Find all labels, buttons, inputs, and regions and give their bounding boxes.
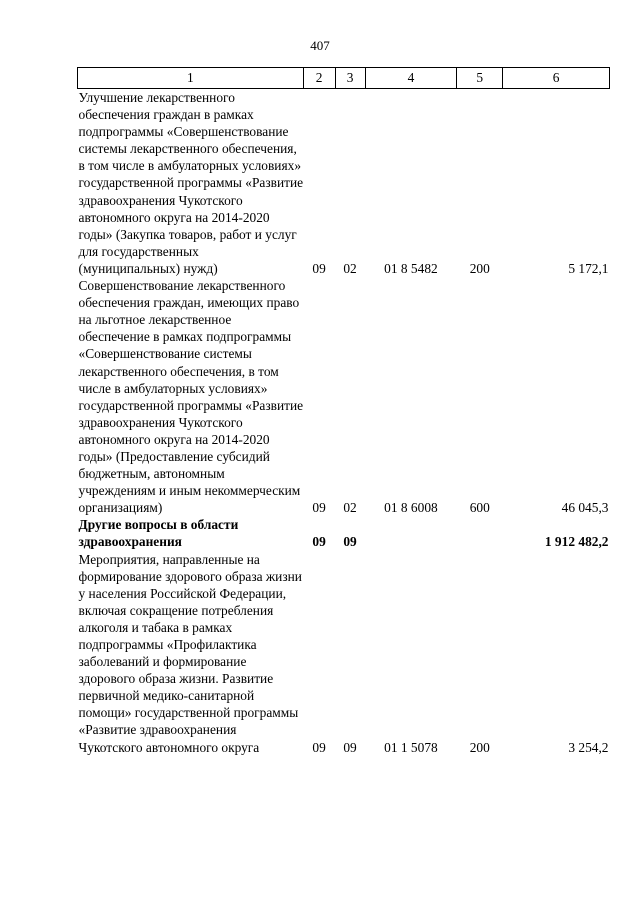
row-pr: 09 — [343, 534, 357, 550]
header-col-4: 4 — [365, 68, 457, 89]
row-pr: 02 — [343, 260, 357, 276]
table-row — [78, 89, 610, 278]
row-rz: 09 — [312, 534, 326, 550]
row-rz: 09 — [312, 260, 326, 276]
row-rz: 09 — [312, 739, 326, 755]
row-vr: 600 — [469, 500, 490, 516]
budget-table — [77, 67, 610, 756]
row-pr: 09 — [343, 739, 357, 755]
table-row — [78, 551, 610, 756]
row-vr — [457, 516, 503, 550]
row-csr: 01 8 5482 — [384, 260, 438, 276]
row-csr: 01 1 5078 — [384, 739, 438, 755]
row-rz: 09 — [312, 500, 326, 516]
row-name: Совершенствование лекарственного обеспечения граждан, имеющих право на льготное лекарственное обеспечение в рамках подпрограммы «Совершенствование системы лекарственного обеспечения, в том числе в амбулаторных условиях» государственной программы «Развитие здравоохранения Чукотского автономного округа на 2014-2020 годы» (Предоставление субсидий бюджетным, автономным учреждениям и иным некоммерческим организациям) — [78, 278, 304, 516]
table-row-section — [78, 516, 610, 550]
row-vr: 200 — [469, 739, 490, 755]
row-amount: 5 172,1 — [568, 260, 609, 276]
row-amount: 3 254,2 — [568, 739, 609, 755]
row-csr: 01 8 6008 — [384, 500, 438, 516]
header-col-3: 3 — [335, 68, 365, 89]
page-number: 407 — [310, 38, 330, 53]
header-col-1: 1 — [78, 68, 304, 89]
row-name: Улучшение лекарственного обеспечения граждан в рамках подпрограммы «Совершенствование системы лекарственного обеспечения, в том числе в амбулаторных условиях» государственной программы «Развитие здравоохранения Чукотского автономного округа на 2014-2020 годы» (Закупка товаров, работ и услуг для государственных (муниципальных) нужд) — [78, 90, 304, 276]
row-name: Другие вопросы в области здравоохранения — [78, 517, 239, 550]
header-col-5: 5 — [457, 68, 503, 89]
row-vr: 200 — [469, 260, 490, 276]
row-amount: 46 045,3 — [561, 500, 609, 516]
table-row — [78, 277, 610, 516]
row-csr — [365, 516, 457, 550]
row-pr: 02 — [343, 500, 357, 516]
row-amount: 1 912 482,2 — [544, 534, 609, 550]
row-name: Мероприятия, направленные на формирование здорового образа жизни у населения Российской Федерации, включая сокращение потребления алкоголя и табака в рамках подпрограммы «Профилактика заболеваний и формирование здорового образа жизни. Развитие первичной медико-санитарной помощи» государственной программы «Развитие здравоохранения Чукотского автономного округа — [78, 551, 302, 755]
header-row — [78, 68, 610, 89]
header-col-6: 6 — [503, 68, 610, 89]
header-col-2: 2 — [303, 68, 335, 89]
